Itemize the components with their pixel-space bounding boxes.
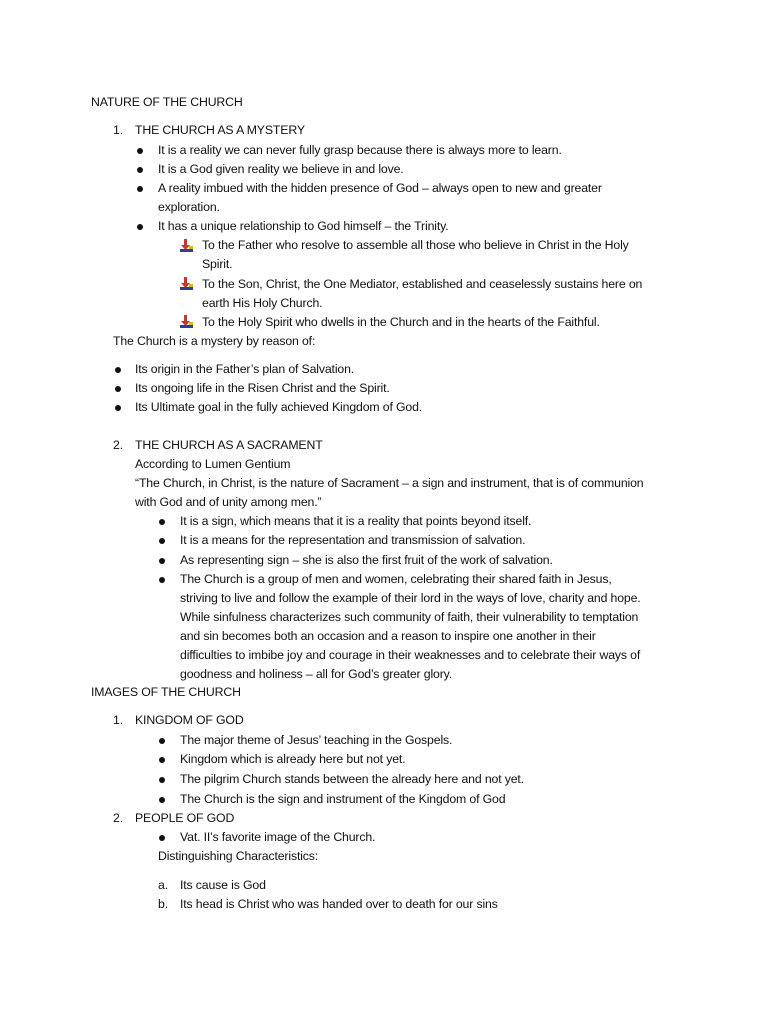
bullet-icon xyxy=(159,797,165,803)
reason-text: Its ongoing life in the Risen Christ and the Spirit. xyxy=(135,381,390,395)
bullet-icon xyxy=(159,738,165,744)
bullet-text: Vat. II’s favorite image of the Church. xyxy=(180,830,376,844)
long-bullet-line: The Church is a group of men and women, celebrating their shared faith in Jesus, xyxy=(180,572,612,586)
bullet-text: The Church is the sign and instrument of the Kingdom of God xyxy=(180,792,506,806)
bullet-icon xyxy=(159,757,165,763)
bullet-text: A reality imbued with the hidden presence of God – always open to new and greater xyxy=(158,181,602,195)
long-bullet-line: difficulties to imbibe joy and courage in their weaknesses and to celebrate their ways of xyxy=(180,648,641,662)
bullet-text: The major theme of Jesus’ teaching in the Gospels. xyxy=(180,733,453,747)
quote-line: with God and of unity among men.” xyxy=(135,495,322,509)
bullet-text: The pilgrim Church stands between the already here and not yet. xyxy=(180,772,524,786)
distinguishing-label: Distinguishing Characteristics: xyxy=(158,849,319,863)
bullet-text: It is a sign, which means that it is a reality that points beyond itself. xyxy=(180,514,532,528)
arrow-bullet-icon xyxy=(180,315,193,328)
bullet-icon xyxy=(159,519,165,525)
trinity-text-continued: earth His Holy Church. xyxy=(202,296,323,310)
bullet-icon xyxy=(159,577,165,583)
according-line: According to Lumen Gentium xyxy=(135,457,291,471)
alpha-label: a. xyxy=(158,878,168,892)
quote-line: “The Church, in Christ, is the nature of Sacrament – a sign and instrument, that is of communion xyxy=(135,476,644,490)
bullet-icon xyxy=(159,558,165,564)
trinity-text: To the Holy Spirit who dwells in the Church and in the hearts of the Faithful. xyxy=(202,315,600,329)
bullet-icon xyxy=(159,835,165,841)
bullet-icon xyxy=(159,538,165,544)
bullet-icon xyxy=(115,405,121,411)
subsection-title-kingdom: KINGDOM OF GOD xyxy=(135,713,244,727)
section-heading-nature: NATURE OF THE CHURCH xyxy=(91,95,243,109)
bullet-text-continued: exploration. xyxy=(158,200,220,214)
bullet-text: It has a unique relationship to God himself – the Trinity. xyxy=(158,219,449,233)
subsection-title-people: PEOPLE OF GOD xyxy=(135,811,235,825)
long-bullet-line: goodness and holiness – all for God’s greater glory. xyxy=(180,667,453,681)
bullet-text: It is a reality we can never fully grasp because there is always more to learn. xyxy=(158,143,562,157)
bullet-icon xyxy=(115,386,121,392)
long-bullet-line: and sin becomes both an occasion and a reason to inspire one another in their xyxy=(180,629,596,643)
alpha-text: Its head is Christ who was handed over to death for our sins xyxy=(180,897,498,911)
bullet-icon xyxy=(137,167,143,173)
subsection-title-sacrament: THE CHURCH AS A SACRAMENT xyxy=(135,438,323,452)
trinity-text: To the Father who resolve to assemble all those who believe in Christ in the Holy xyxy=(202,238,629,252)
list-number: 2. xyxy=(113,811,123,825)
list-number: 2. xyxy=(113,438,123,452)
alpha-label: b. xyxy=(158,897,168,911)
alpha-text: Its cause is God xyxy=(180,878,266,892)
bullet-icon xyxy=(115,367,121,373)
arrow-bullet-icon xyxy=(180,277,193,290)
reason-text: Its Ultimate goal in the fully achieved Kingdom of God. xyxy=(135,400,423,414)
arrow-bullet-icon xyxy=(180,239,193,252)
section-heading-images: IMAGES OF THE CHURCH xyxy=(91,685,241,699)
long-bullet-line: striving to live and follow the example of their lord in the ways of love, charity and hope. xyxy=(180,591,641,605)
long-bullet-line: While sinfulness characterizes such community of faith, their vulnerability to temptation xyxy=(180,610,639,624)
bullet-icon xyxy=(137,186,143,192)
bullet-text: Kingdom which is already here but not yet. xyxy=(180,752,406,766)
list-number: 1. xyxy=(113,713,123,727)
bullet-icon xyxy=(137,224,143,230)
list-number: 1. xyxy=(113,123,123,137)
bullet-text: As representing sign – she is also the first fruit of the work of salvation. xyxy=(180,553,553,567)
trinity-text: To the Son, Christ, the One Mediator, established and ceaselessly sustains here on xyxy=(202,277,643,291)
bullet-text: It is a means for the representation and transmission of salvation. xyxy=(180,533,526,547)
reason-text: Its origin in the Father’s plan of Salvation. xyxy=(135,362,355,376)
bullet-icon xyxy=(159,777,165,783)
trinity-text-continued: Spirit. xyxy=(202,257,233,271)
bullet-icon xyxy=(137,148,143,154)
mystery-reason-intro: The Church is a mystery by reason of: xyxy=(113,334,316,348)
bullet-text: It is a God given reality we believe in and love. xyxy=(158,162,404,176)
subsection-title-mystery: THE CHURCH AS A MYSTERY xyxy=(135,123,305,137)
